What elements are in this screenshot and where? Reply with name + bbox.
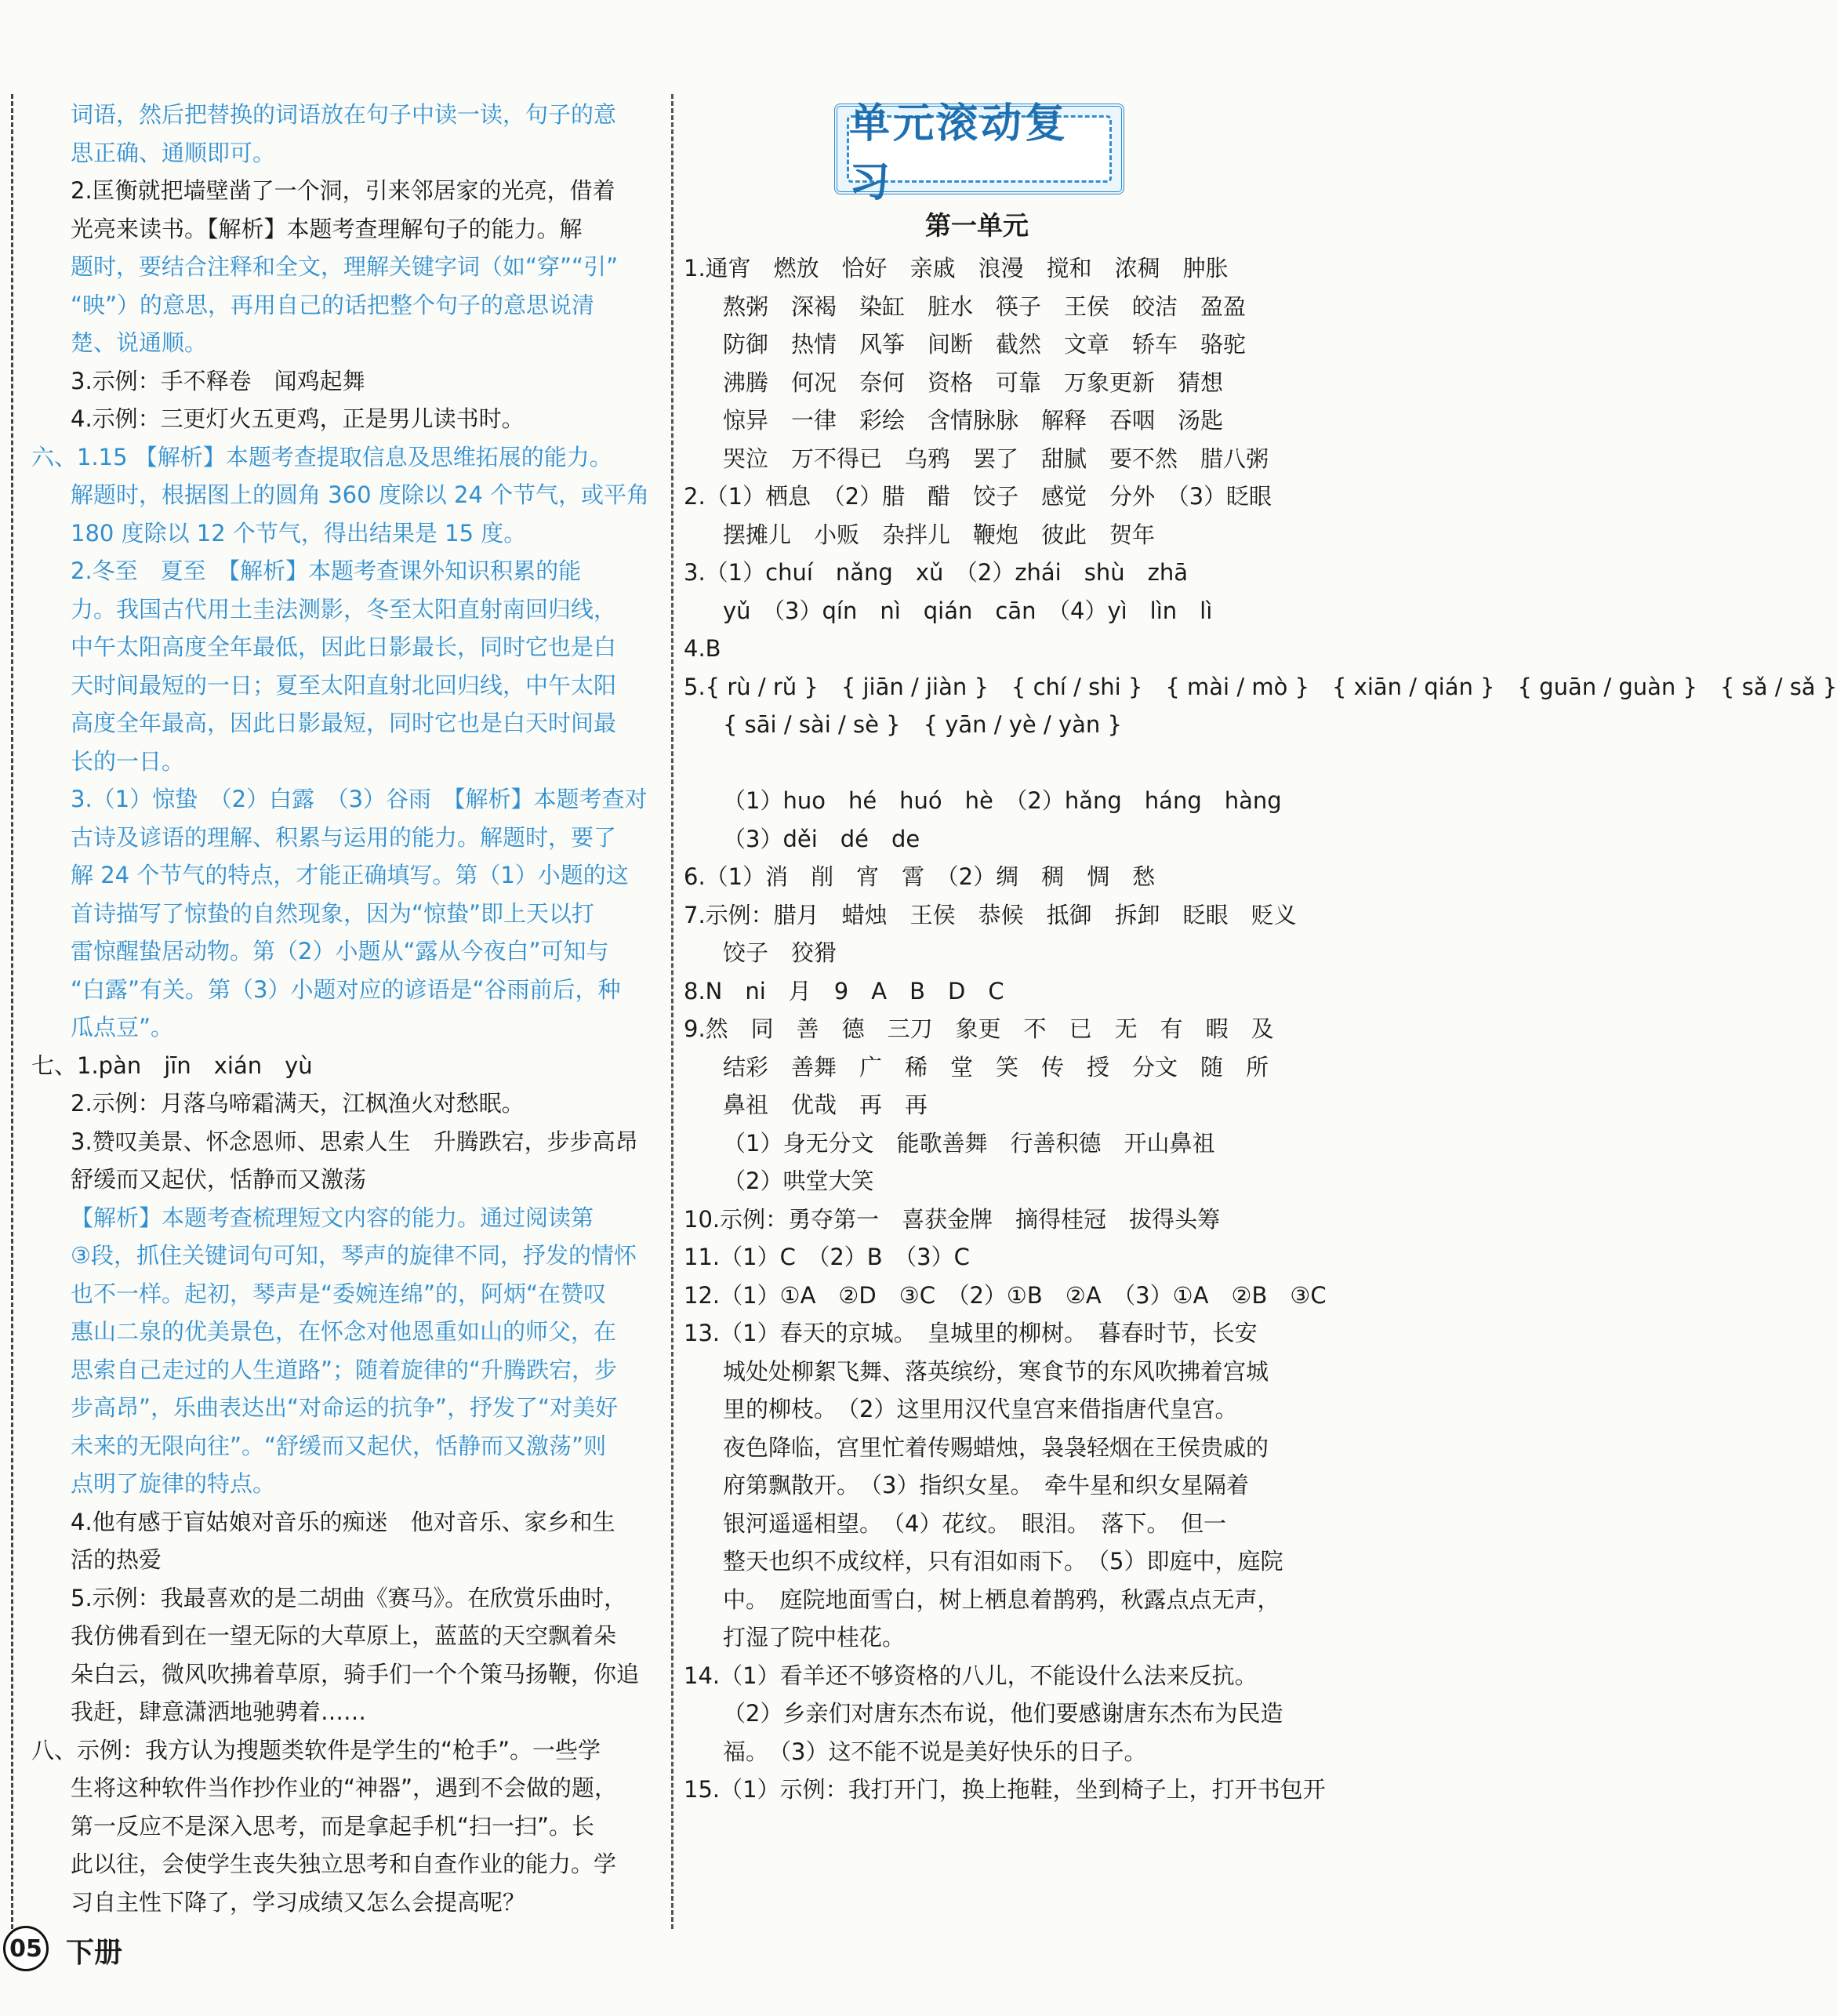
left-answer-line: 3.示例：手不释卷 闻鸡起舞	[71, 367, 365, 394]
left-answer-line: 舒缓而又起伏，恬静而又激荡	[71, 1166, 367, 1193]
right-answer-line: 防御 热情 风筝 间断 截然 文章 轿车 骆驼	[723, 331, 1247, 358]
left-answer-line: 思索自己走过的人生道路”；随着旋律的“升腾跌宕，步	[71, 1356, 618, 1383]
left-answer-line: 中午太阳高度全年最低，因此日影最长，同时它也是白	[71, 634, 617, 660]
left-answer-line: 也不一样。起初，琴声是“委婉连绵”的，阿炳“在赞叹	[71, 1280, 607, 1307]
left-answer-line: 我仿佛看到在一望无际的大草原上，蓝蓝的天空飘着朵	[71, 1622, 617, 1649]
right-answer-line: 中。 庭院地面雪白，树上栖息着鹊鸦，秋露点点无声，	[723, 1586, 1280, 1613]
left-dashed-guide	[11, 94, 13, 1929]
right-answer-line: （1）huo hé huó hè （2）hǎng háng hàng	[723, 787, 1282, 814]
right-answer-line: 11.（1）C （2）B （3）C	[684, 1244, 970, 1270]
left-answer-line: 【解析】本题考查梳理短文内容的能力。通过阅读第	[71, 1204, 594, 1231]
right-answer-line: 12.（1）①A ②D ③C （2）①B ②A （3）①A ②B ③C	[684, 1281, 1327, 1309]
left-answer-line: 此以往，会使学生丧失独立思考和自查作业的能力。学	[71, 1851, 617, 1877]
right-answer-line: 惊异 一律 彩绘 含情脉脉 解释 吞咽 汤匙	[723, 407, 1224, 434]
right-answer-line: 熬粥 深褐 染缸 脏水 筷子 王侯 皎洁 盈盈	[723, 292, 1247, 320]
right-answer-line: 8.N ni 月 9 A B D C	[684, 977, 1004, 1004]
right-answer-line: 7.示例：腊月 蜡烛 王侯 恭候 抵御 拆卸 眨眼 贬义	[684, 901, 1297, 928]
right-answer-line: yǔ （3）qín nì qián cān （4）yì lìn lì	[723, 597, 1213, 624]
left-answer-line: 瓜点豆”。	[71, 1014, 174, 1041]
right-answer-line: 整天也织不成纹样，只有泪如雨下。 （5）即庭中，庭院	[723, 1548, 1283, 1575]
section-badge-title: 单元滚动复习	[849, 100, 1069, 206]
right-answer-line: 摆摊儿 小贩 杂拌儿 鞭炮 彼此 贺年	[723, 521, 1156, 548]
right-answer-line: （1）身无分文 能歌善舞 行善积德 开山鼻祖	[723, 1129, 1215, 1157]
left-answer-line: 2.冬至 夏至 【解析】本题考查课外知识积累的能	[71, 558, 582, 584]
left-answer-line: 4.示例：三更灯火五更鸡，正是男儿读书时。	[71, 405, 525, 432]
left-answer-line: 2.示例：月落乌啼霜满天，江枫渔火对愁眠。	[71, 1090, 525, 1117]
left-answer-line: 解题时，根据图上的圆角 360 度除以 24 个节气，或平角	[71, 481, 650, 508]
left-answer-line: 步高昂”，乐曲表达出“对命运的抗争”，抒发了“对美好	[71, 1394, 619, 1421]
right-answer-line: 6.（1）消 削 宵 霄 （2）绸 稠 惆 愁	[684, 863, 1156, 890]
left-answer-line: 点明了旋律的特点。	[71, 1470, 276, 1497]
left-answer-line: 光亮来读书。【解析】本题考查理解句子的能力。解	[71, 215, 583, 242]
left-answer-column	[31, 96, 650, 1921]
right-answer-line: 2.（1）栖息 （2）腊 醋 饺子 感觉 分外 （3）眨眼	[684, 483, 1272, 510]
right-answer-line: （3）děi dé de	[723, 825, 920, 852]
right-answer-line: 5.{ rù / rǔ } { jiān / jiàn } { chí / shi } { mài / mò } { xiān / qián } { guān / guàn } { sǎ / sǎ }	[684, 673, 1837, 700]
left-answer-line: 4.他有感于盲姑娘对音乐的痴迷 他对音乐、家乡和生	[71, 1508, 615, 1535]
left-answer-line: 七、1.pàn jīn xián yù	[31, 1052, 313, 1079]
right-answer-line: 3.（1）chuí nǎng xǔ （2）zhái shù zhā	[684, 559, 1188, 586]
left-answer-line: 题时，要结合注释和全文，理解关键字词（如“穿”“引”	[71, 253, 619, 280]
right-answer-line: 14.（1）看羊还不够资格的八儿，不能设什么法来反抗。	[684, 1662, 1258, 1689]
right-answer-line: 夜色降临，宫里忙着传赐蜡烛，袅袅轻烟在王侯贵戚的	[723, 1433, 1269, 1461]
right-answer-line: 府第飘散开。 （3）指织女星。 牵牛星和织女星隔着	[723, 1472, 1249, 1498]
left-answer-line: 首诗描写了惊蛰的自然现象，因为“惊蛰”即上天以打	[71, 899, 595, 927]
left-answer-line: 生将这种软件当作抄作业的“神器”，遇到不会做的题，	[71, 1774, 618, 1801]
left-answer-line: 2.匡衡就把墙壁凿了一个洞，引来邻居家的光亮，借着	[71, 177, 615, 204]
left-answer-line: 5.示例：我最喜欢的是二胡曲《赛马》。在欣赏乐曲时，	[71, 1584, 627, 1611]
volume-label: 下册	[66, 1937, 123, 1969]
center-dashed-divider	[671, 94, 673, 1929]
unit-title: 第一单元	[925, 210, 1029, 241]
left-answer-line: 第一反应不是深入思考，而是拿起手机“扫一扫”。长	[71, 1812, 595, 1840]
left-answer-line: 解 24 个节气的特点，才能正确填写。第（1）小题的这	[71, 862, 629, 888]
left-answer-line: 180 度除以 12 个节气，得出结果是 15 度。	[71, 519, 527, 547]
left-answer-line: 六、1.15 【解析】本题考查提取信息及思维拓展的能力。	[31, 443, 612, 470]
left-answer-line: 古诗及谚语的理解、积累与运用的能力。解题时，要了	[71, 823, 617, 851]
left-answer-line: 3.（1）惊蛰 （2）白露 （3）谷雨 【解析】本题考查对	[71, 786, 648, 812]
right-answer-line: 15.（1）示例：我打开门，换上拖鞋，坐到椅子上，打开书包开	[684, 1776, 1326, 1803]
right-answer-line: 10.示例：勇夺第一 喜获金牌 摘得桂冠 拔得头筹	[684, 1205, 1221, 1233]
right-answer-line	[684, 744, 1374, 783]
left-answer-line: 力。我国古代用土圭法测影，冬至太阳直射南回归线，	[71, 595, 617, 623]
left-answer-line: 思正确、通顺即可。	[71, 139, 276, 166]
section-badge	[834, 100, 1124, 206]
left-answer-line: 3.赞叹美景、怀念恩师、思索人生 升腾跌宕，步步高昂	[71, 1128, 638, 1155]
left-answer-line: ③段，抓住关键词句可知，琴声的旋律不同，抒发的情怀	[71, 1242, 637, 1269]
right-answer-line: 9.然 同 善 德 三刀 象更 不 已 无 有 暇 及	[684, 1015, 1274, 1042]
right-answer-line: 13.（1）春天的京城。 皇城里的柳树。 暮春时节，长安	[684, 1320, 1258, 1346]
page-number: 05	[3, 1926, 49, 1971]
left-answer-line: 八、示例：我方认为搜题类软件是学生的“枪手”。一些学	[31, 1736, 601, 1764]
left-answer-line: “映”）的意思，再用自己的话把整个句子的意思说清	[71, 291, 595, 318]
left-answer-line: 我赶，肆意潇洒地驰骋着……	[71, 1698, 367, 1725]
left-answer-line: 朵白云，微风吹拂着草原，骑手们一个个策马扬鞭，你追	[71, 1660, 640, 1687]
right-answer-line: 银河遥遥相望。 （4）花纹。 眼泪。 落下。 但一	[723, 1509, 1226, 1537]
right-answer-line: 沸腾 何况 奈何 资格 可靠 万象更新 猜想	[723, 369, 1224, 396]
right-answer-line: 4.B	[684, 635, 721, 662]
left-answer-line: 惠山二泉的优美景色，在怀念对他恩重如山的师父，在	[71, 1318, 617, 1345]
right-answer-line: 城处处柳絮飞舞、落英缤纷，寒食节的东风吹拂着宫城	[723, 1357, 1269, 1385]
right-answer-line: 打湿了院中桂花。	[723, 1624, 906, 1651]
right-answer-line: （2）哄堂大笑	[723, 1168, 874, 1194]
right-answer-line: 饺子 狡猾	[723, 939, 837, 966]
left-answer-line: 词语，然后把替换的词语放在句子中读一读，句子的意	[71, 101, 617, 128]
right-answer-line: 里的柳枝。 （2）这里用汉代皇宫来借指唐代皇宫。	[723, 1396, 1238, 1422]
left-answer-line: 高度全年最高，因此日影最短，同时它也是白天时间最	[71, 710, 617, 736]
right-answer-line: 1.通宵 燃放 恰好 亲戚 浪漫 搅和 浓稠 肿胀	[684, 255, 1229, 282]
left-answer-line: 活的热爱	[71, 1546, 162, 1573]
left-answer-line: 楚、说通顺。	[71, 329, 208, 356]
right-answer-line: { sāi / sài / sè } { yān / yè / yàn }	[723, 711, 1122, 738]
right-answer-line: （2）乡亲们对唐东杰布说，他们要感谢唐东杰布为民造	[723, 1700, 1283, 1727]
left-answer-line: 未来的无限向往”。“舒缓而又起伏，恬静而又激荡”则	[71, 1432, 607, 1459]
right-answer-line: 结彩 善舞 广 稀 堂 笑 传 授 分文 随 所	[723, 1053, 1269, 1081]
left-answer-line: 长的一日。	[71, 747, 185, 775]
section-badge-inner	[847, 100, 1112, 206]
right-answer-line: 福。 （3）这不能不说是美好快乐的日子。	[723, 1738, 1147, 1765]
left-answer-line: 雷惊醒蛰居动物。第（2）小题从“露从今夜白”可知与	[71, 938, 609, 964]
left-answer-line: 天时间最短的一日；夏至太阳直射北回归线，中午太阳	[71, 671, 617, 699]
left-answer-line: 习自主性下降了，学习成绩又怎么会提高呢？	[71, 1888, 526, 1916]
left-answer-line: “白露”有关。第（3）小题对应的谚语是“谷雨前后，种	[71, 975, 621, 1003]
right-answer-column	[684, 249, 1837, 1809]
right-answer-line: 哭泣 万不得已 乌鸦 罢了 甜腻 要不然 腊八粥	[723, 445, 1269, 472]
right-answer-line: 鼻祖 优哉 再 再	[723, 1092, 928, 1118]
